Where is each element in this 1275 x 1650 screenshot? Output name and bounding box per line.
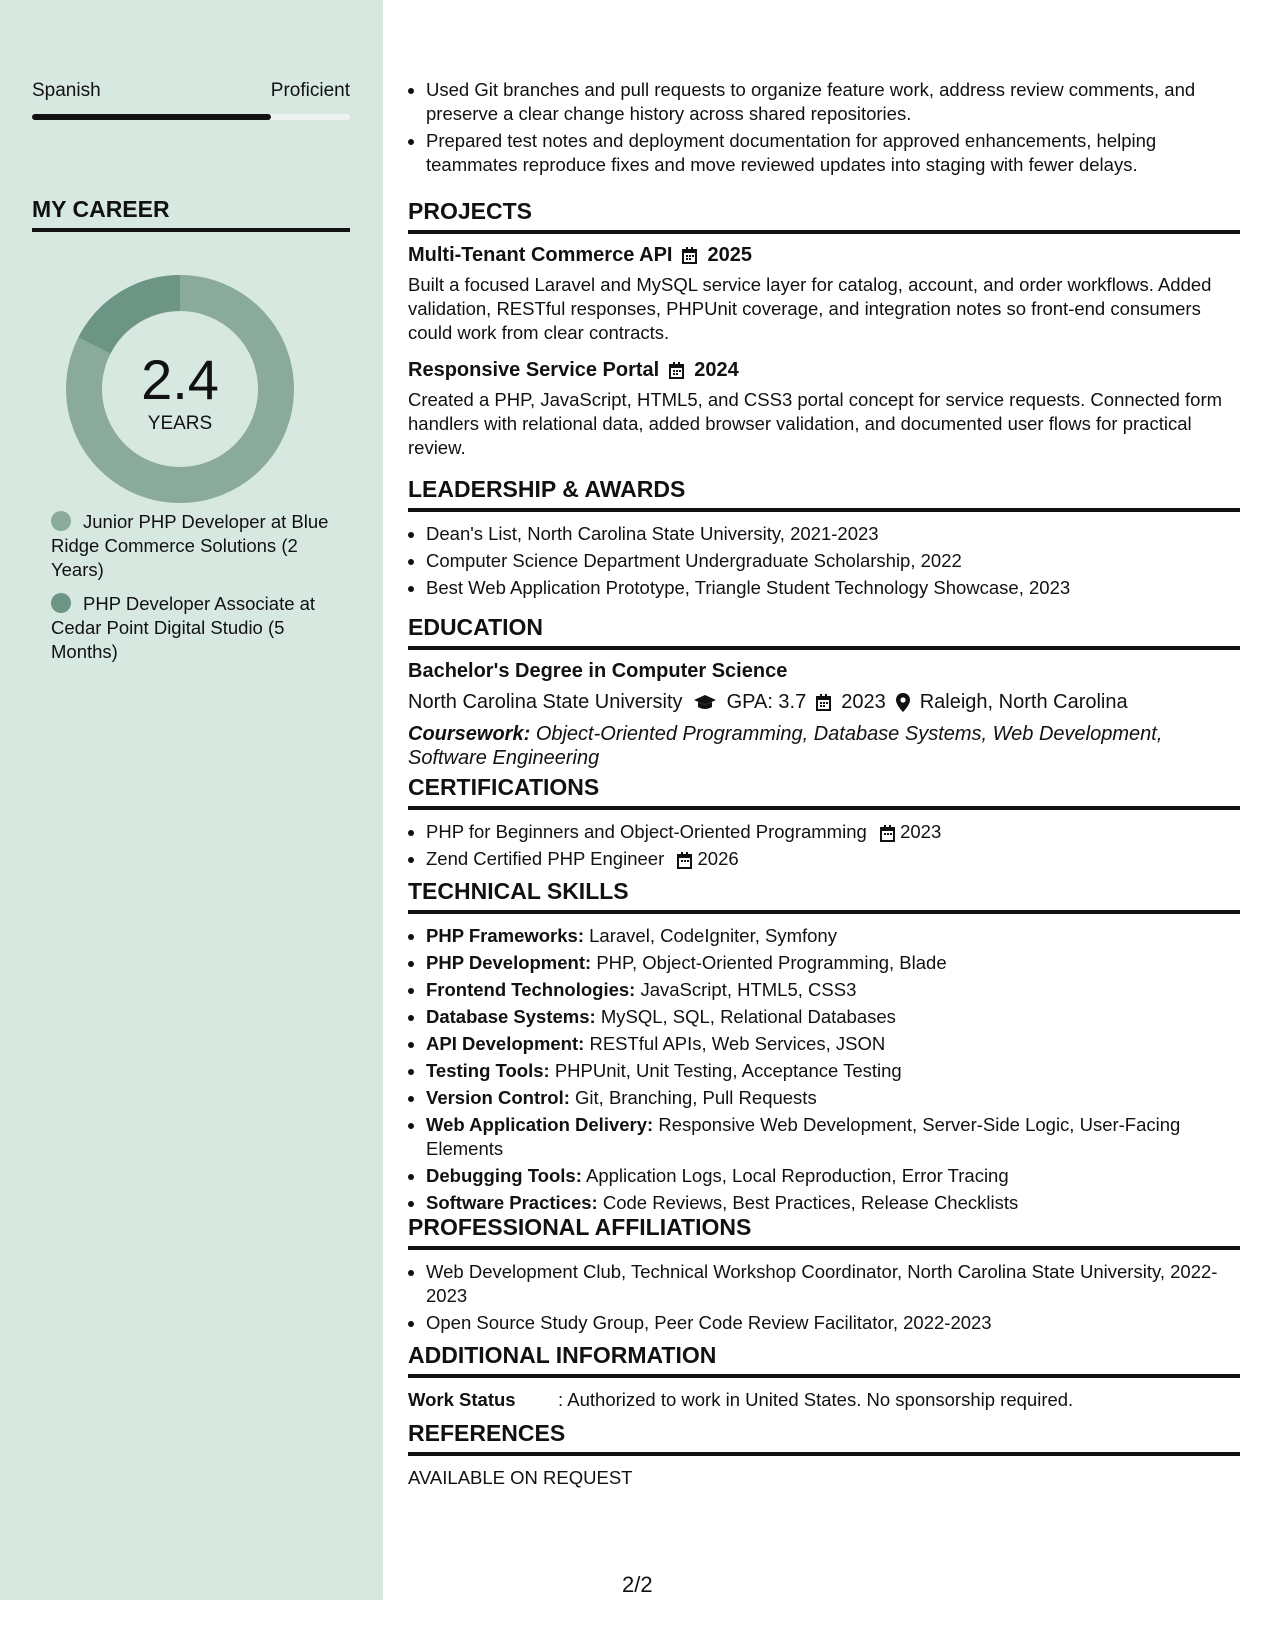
career-title: MY CAREER [32, 196, 350, 232]
list-item: • Open Source Study Group, Peer Code Review Facilitator, 2022-2023 [426, 1311, 1240, 1335]
project-title [408, 244, 1240, 267]
list-item: • Computer Science Department Undergraduate Scholarship, 2022 [426, 549, 1240, 573]
list-item [426, 1005, 1240, 1029]
list-item [426, 1059, 1240, 1083]
skill-label: API Development: [426, 1033, 585, 1054]
section-title: ADDITIONAL INFORMATION [408, 1342, 1240, 1378]
list-item: • Dean's List, North Carolina State University, 2021-2023 [426, 522, 1240, 546]
location-pin-icon [896, 693, 910, 712]
list-item [426, 951, 1240, 975]
work-status-row [408, 1388, 1240, 1412]
section-title: PROJECTS [408, 198, 1240, 234]
skill-label: Testing Tools: [426, 1060, 550, 1081]
school-name: North Carolina State University [408, 691, 683, 713]
skill-value: Laravel, CodeIgniter, Symfony [589, 925, 837, 946]
section-title: TECHNICAL SKILLS [408, 878, 1240, 914]
sidebar [0, 0, 383, 1600]
project-year: 2024 [694, 359, 739, 381]
list-item [426, 1086, 1240, 1110]
calendar-icon [816, 694, 831, 711]
list-item [426, 820, 1240, 844]
list-item: • Used Git branches and pull requests to organize feature work, address review comments, and preserve a clear change history across shared repositories. [426, 78, 1240, 126]
graduation-cap-icon [693, 694, 717, 711]
education-section [408, 614, 1240, 770]
project-title [408, 359, 1240, 382]
certification-name: Zend Certified PHP Engineer [426, 848, 665, 869]
career-item-text: PHP Developer Associate at Cedar Point Digital Studio (5 Months) [51, 593, 316, 662]
donut-unit: YEARS [147, 413, 213, 434]
gpa: GPA: 3.7 [726, 691, 807, 713]
list-item: • Prepared test notes and deployment documentation for approved enhancements, helping teammates reproduce fixes and move reviewed updates into staging with fewer delays. [426, 129, 1240, 177]
language-row [32, 80, 350, 102]
additional-section [408, 1342, 1240, 1412]
project-name: Responsive Service Portal [408, 359, 660, 381]
certifications-section [408, 774, 1240, 874]
skill-value: MySQL, SQL, Relational Databases [600, 1006, 896, 1027]
project-name: Multi-Tenant Commerce API [408, 244, 673, 266]
section-title: PROFESSIONAL AFFILIATIONS [408, 1214, 1240, 1250]
skill-label: Database Systems: [426, 1006, 596, 1027]
skill-value: Application Logs, Local Reproduction, Error Tracing [585, 1165, 1009, 1186]
list-item [426, 924, 1240, 948]
donut-value: 2.4 [141, 348, 219, 411]
project-description: Created a PHP, JavaScript, HTML5, and CSS3 portal concept for service requests. Connected form handlers with relational data, added browser validation, and documented user flows for practical review. [408, 389, 1223, 458]
skill-value: PHPUnit, Unit Testing, Acceptance Testing [554, 1060, 902, 1081]
calendar-icon [682, 247, 697, 264]
page-number: 2/2 [622, 1572, 653, 1597]
experience-donut [66, 275, 294, 503]
projects-section [408, 198, 1240, 460]
list-item [426, 1113, 1240, 1161]
certification-year: 2023 [900, 821, 942, 842]
skill-value: Code Reviews, Best Practices, Release Checklists [602, 1192, 1019, 1213]
language-bar [32, 114, 350, 120]
skills-section [408, 878, 1240, 1218]
education-details [408, 691, 1240, 714]
language-level: Proficient [270, 80, 350, 101]
degree-title: Bachelor's Degree in Computer Science [408, 660, 788, 682]
career-item [51, 592, 331, 664]
project-description: Built a focused Laravel and MySQL service layer for catalog, account, and order workflows. Added validation, RESTful responses, PHPUnit coverage, and integration notes so front-end consumers could work from clear contracts. [408, 274, 1212, 343]
skill-label: Debugging Tools: [426, 1165, 582, 1186]
skill-label: PHP Frameworks: [426, 925, 584, 946]
career-dot [51, 511, 71, 531]
donut-segment [94, 293, 180, 345]
skill-label: Frontend Technologies: [426, 979, 636, 1000]
coursework-list: Object-Oriented Programming, Database Systems, Web Development, Software Engineering [408, 723, 1163, 769]
skill-label: Version Control: [426, 1087, 570, 1108]
language-bar-fill [32, 114, 271, 120]
coursework [408, 722, 1240, 770]
coursework-label: Coursework: [408, 723, 531, 745]
skill-label: Software Practices: [426, 1192, 598, 1213]
references-text: AVAILABLE ON REQUEST [408, 1467, 633, 1488]
skill-value: PHP, Object-Oriented Programming, Blade [596, 952, 947, 973]
skill-value: JavaScript, HTML5, CSS3 [640, 979, 857, 1000]
list-item [426, 1164, 1240, 1188]
experience-bullets [408, 78, 1240, 180]
list-item [426, 1032, 1240, 1056]
section-title: REFERENCES [408, 1420, 1240, 1456]
certification-year: 2026 [697, 848, 739, 869]
list-item: • Best Web Application Prototype, Triangle Student Technology Showcase, 2023 [426, 576, 1240, 600]
list-item [426, 978, 1240, 1002]
leadership-section [408, 476, 1240, 603]
list-item [426, 847, 1240, 871]
work-status-label: Work Status [408, 1389, 516, 1410]
certification-name: PHP for Beginners and Object-Oriented Programming [426, 821, 867, 842]
section-title: EDUCATION [408, 614, 1240, 650]
skill-label: PHP Development: [426, 952, 592, 973]
graduation-year: 2023 [841, 691, 886, 713]
skill-value: RESTful APIs, Web Services, JSON [589, 1033, 886, 1054]
career-dot [51, 593, 71, 613]
language-name: Spanish [32, 80, 101, 101]
references-section [408, 1420, 1240, 1490]
section-title: LEADERSHIP & AWARDS [408, 476, 1240, 512]
skill-value: Git, Branching, Pull Requests [575, 1087, 817, 1108]
calendar-icon [669, 362, 684, 379]
calendar-icon [677, 852, 692, 869]
work-status-value: : Authorized to work in United States. No sponsorship required. [558, 1389, 1074, 1410]
section-title: CERTIFICATIONS [408, 774, 1240, 810]
list-item: • Web Development Club, Technical Workshop Coordinator, North Carolina State University, 2022-2023 [426, 1260, 1240, 1308]
school-location: Raleigh, North Carolina [919, 691, 1128, 713]
project-year: 2025 [707, 244, 752, 266]
affiliations-section [408, 1214, 1240, 1338]
skill-label: Web Application Delivery: [426, 1114, 654, 1135]
career-item-text: Junior PHP Developer at Blue Ridge Commerce Solutions (2 Years) [51, 511, 329, 580]
calendar-icon [880, 825, 895, 842]
career-item [51, 510, 331, 582]
list-item [426, 1191, 1240, 1215]
skill-value: Responsive Web Development, Server-Side Logic, User-Facing Elements [426, 1114, 1181, 1159]
